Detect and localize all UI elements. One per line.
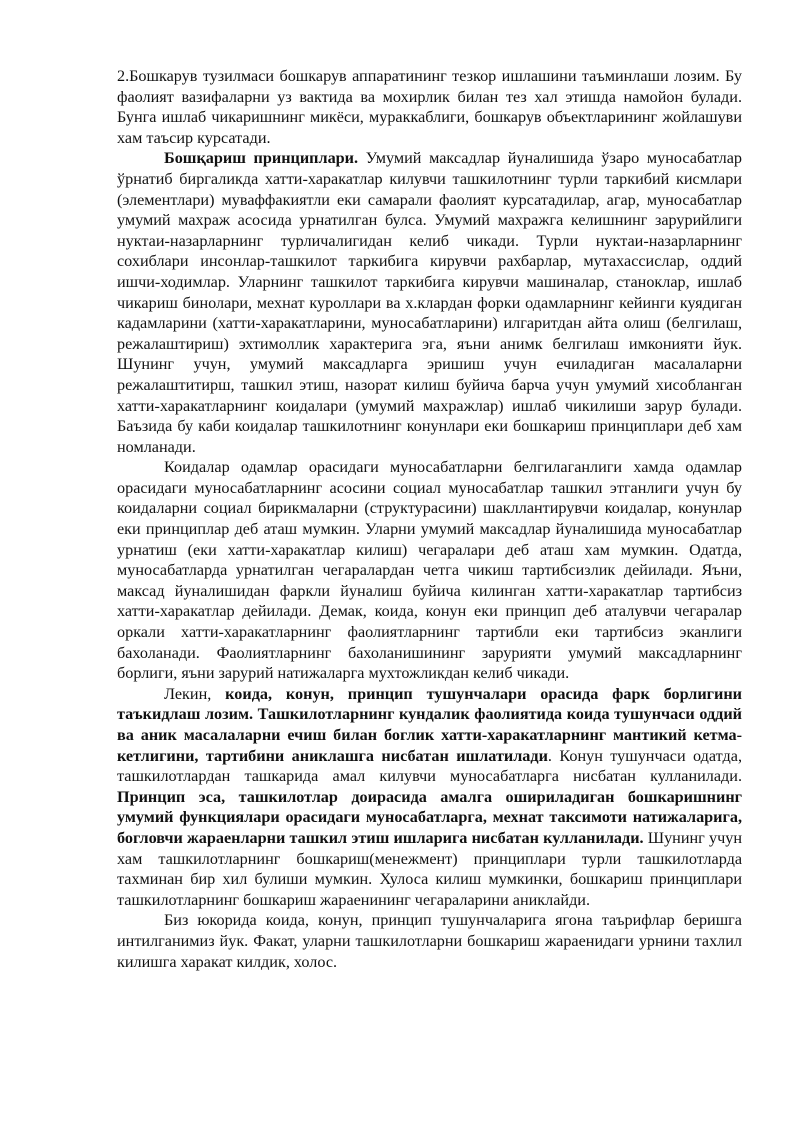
paragraph-1	[117, 66, 742, 148]
paragraph-4-text-2: Шунинг учун хам ташкилотларнинг бошкариш(менежмент) принциплари турли ташкилотларда тахминан бир хил булиши мумкин. Хулоса килиш мумкинки, бошкариш принциплари ташкилотларнинг бошкариш жараенининг чегараларини аниклайди.	[117, 828, 742, 909]
paragraph-4-emphasis-2: Принцип эса, ташкилотлар доирасида амалга ошириладиган бошкаришнинг умумий функциялари орасидаги муносабатларга, мехнат таксимоти натижаларига, богловчи жараенларни ташкил этиш ишларига нисбатан кулланилади.	[117, 787, 742, 847]
document-page	[117, 66, 742, 972]
paragraph-2-text: Умумий максадлар йуналишида ўзаро муносабатлар ўрнатиб биргаликда хатти-харакатлар килувчи ташкилотнинг турли таркибий кисмлари (элементлари) муваффакиятли еки самарали фаолият курсатадилар, агар, муносабатлар умумий махраж асосида урнатилган булса. Умумий махражга келишнинг зарурийлиги нуктаи-назарларнинг турличалигидан келиб чикади. Турли нуктаи-назарларнинг сохиблари инсонлар-ташкилот таркибига кирувчи рахбарлар, мутахассислар, оддий ишчи-ходимлар. Уларнинг ташкилот таркибига кирувчи машиналар, станоклар, ишлаб чикариш бинолари, мехнат куроллари ва х.клардан форки одамларнинг кейинги куядиган кадамларини (хатти-харакатларини, муносабатларини) илгаритдан айта олиш (белгилаш, режалаштириш) эхтимоллик характерига эга, яъни анимк белгилаш имконияти йук. Шунинг учун, умумий максадларга эришиш учун ечиладиган масалаларни режалаштитирш, ташкил этиш, назорат килиш буйича барча учун умумий хисобланган хатти-харакатларнинг коидалари (умумий махражлар) ишлаб чикилиши зарур булади. Баъзида бу каби коидалар ташкилотнинг конунлари еки бошкариш принциплари деб хам номланади.	[117, 149, 742, 456]
paragraph-5-text: Биз юкорида коида, конун, принцип тушунчаларига ягона таърифлар беришга интилганимиз йук. Факат, уларни ташкилотларни бошкариш жараенидаги урнини тахлил килишга харакат килдик, холос.	[117, 911, 742, 971]
paragraph-4-emphasis-1: коида, конун, принцип тушунчалари орасида фарк борлигини таъкидлаш лозим. Ташкилотларнинг кундалик фаолиятида коида тушунчаси оддий ва аник масалаларни ечиш билан боглик хатти-харакатларнинг мантикий кетма-кетлигини, тартибини аниклашга нисбатан ишлатилади	[117, 684, 742, 765]
paragraph-4	[117, 684, 742, 911]
paragraph-3	[117, 457, 742, 684]
paragraph-4-intro: Лекин,	[164, 684, 226, 703]
paragraph-3-text: Коидалар одамлар орасидаги муносабатларни белгилаганлиги хамда одамлар орасидаги муносабатларнинг асосини социал муносабатлар ташкил этганлиги учун бу коидаларни социал бирикмаларни (структурасини) шакллантирувчи коидалар, конунлар еки принциплар деб аташ мумкин. Уларни умумий максадлар йуналишида муносабатлар урнатиш (еки хатти-харакатлар килиш) чегаралари деб аташ хам мумкин. Одатда, муносабатларда урнатилган чегаралардан четга чикиш тартибсизлик дейилади. Яъни, максад йуналишидан фаркли йуналиш буйича килинган хатти-харакатлар тартибсиз хатти-харакатлар дейилади. Демак, коида, конун еки принцип деб аталувчи чегаралар оркали хатти-харакатларнинг фаолиятларнинг тартибли еки тартибсиз эканлиги бахоланади. Фаолиятларнинг бахоланишининг зарурияти умумий максадларнинг борлиги, яъни зарурий натижаларга мухтожликдан келиб чикади.	[117, 458, 742, 683]
paragraph-1-text: 2.Бошкарув тузилмаси бошкарув аппаратининг тезкор ишлашини таъминлаши лозим. Бу фаолият вазифаларни уз вактида ва мохирлик билан тез хал этишда намойон булади. Бунга ишлаб чикаришнинг микёси, мураккаблиги, бошкарув объектларининг жойлашуви хам таъсир курсатади.	[117, 67, 742, 147]
paragraph-2	[117, 148, 742, 457]
paragraph-4-text-1: . Конун тушунчаси одатда, ташкилотлардан ташкарида амал килувчи муносабатларга нисбатан кулланилади.	[117, 746, 743, 786]
section-heading: Бошқариш принциплари.	[164, 149, 359, 168]
paragraph-5	[117, 910, 742, 972]
